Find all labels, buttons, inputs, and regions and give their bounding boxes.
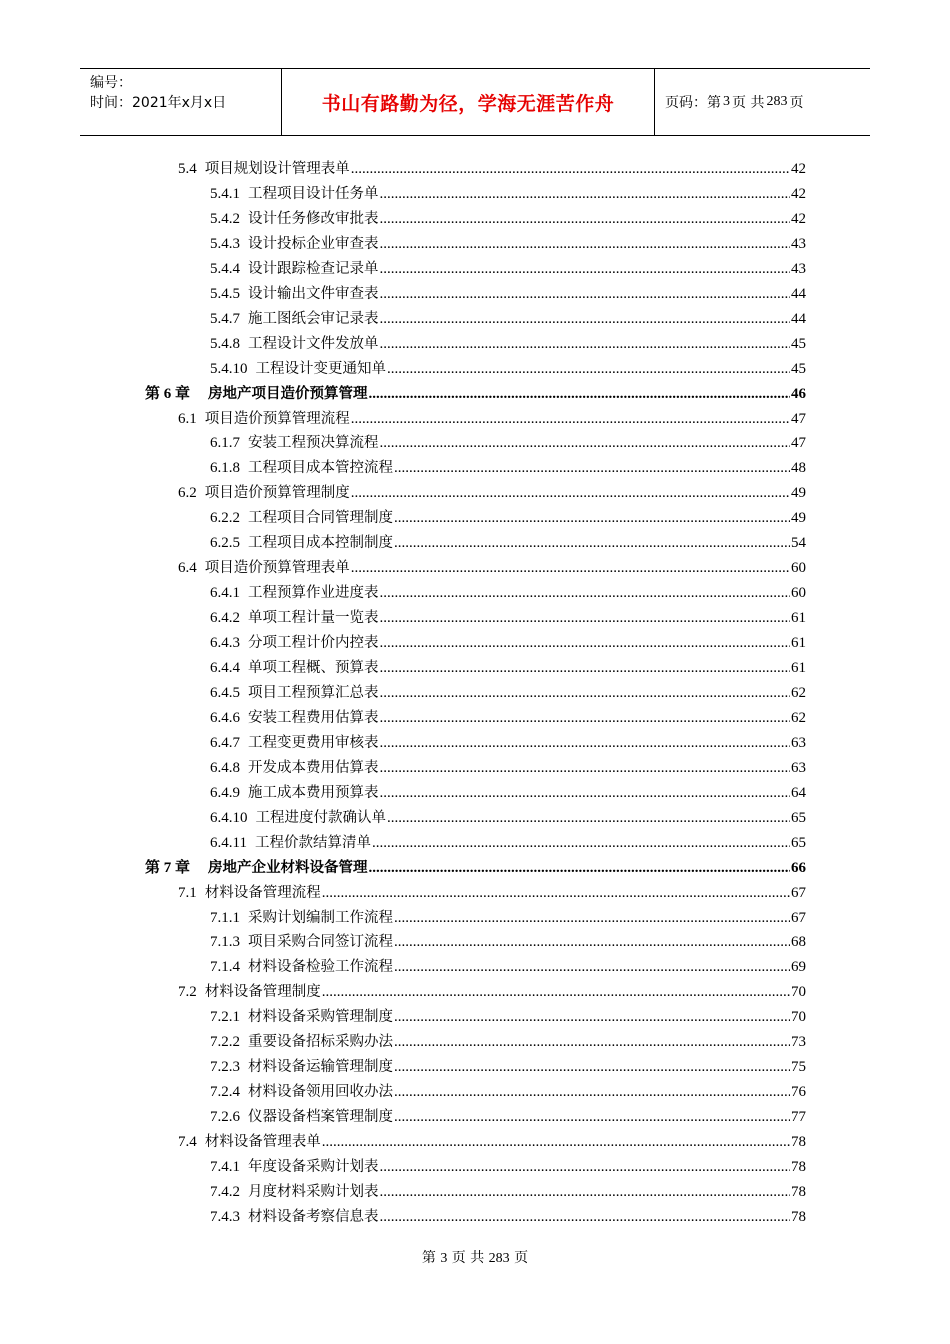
toc-entry-title: 分项工程计价内控表 (248, 635, 379, 652)
toc-entry-page: 62 (791, 709, 806, 726)
toc-leader-dots (322, 883, 790, 903)
toc-entry-page: 65 (791, 809, 806, 826)
toc-entry-page: 66 (791, 859, 806, 876)
toc-entry-page: 67 (791, 884, 806, 901)
serial-label: 编号： (90, 75, 132, 91)
toc-entry[interactable] (210, 1082, 806, 1102)
toc-entry-title: 房地产企业材料设备管理 (208, 859, 368, 876)
toc-leader-dots (380, 633, 791, 653)
header-motto: 书山有路勤为径，学海无涯苦作舟 (321, 92, 615, 115)
toc-entry-title: 材料设备采购管理制度 (248, 1009, 393, 1026)
toc-entry-page: 67 (791, 909, 806, 926)
toc-entry-title: 工程设计变更通知单 (255, 360, 386, 377)
toc-entry-title: 工程项目成本控制制度 (248, 535, 393, 552)
toc-leader-dots (380, 433, 791, 453)
toc-entry-title: 安装工程费用估算表 (248, 709, 379, 726)
toc-entry[interactable] (210, 209, 806, 229)
toc-entry-page: 43 (791, 235, 806, 252)
toc-entry-number: 5.4.1 (210, 185, 240, 202)
toc-entry-title: 设计跟踪检查记录单 (248, 260, 379, 277)
toc-entry-number: 5.4.2 (210, 210, 240, 227)
toc-entry-title: 项目造价预算管理表单 (204, 560, 350, 577)
toc-entry[interactable] (210, 1157, 806, 1177)
toc-entry-number: 7.1.4 (210, 959, 240, 976)
toc-entry-number: 第 6 章 (145, 385, 191, 402)
toc-entry-title: 材料设备管理流程 (204, 884, 321, 901)
header-meta (80, 69, 282, 135)
header-page-info (655, 69, 870, 135)
toc-entry-title: 设计输出文件审查表 (248, 285, 379, 302)
toc-entry[interactable] (210, 833, 806, 853)
toc-entry-title: 仪器设备档案管理制度 (248, 1109, 393, 1126)
toc-entry-page: 78 (791, 1183, 806, 1200)
footer-current: 3 (440, 1251, 448, 1266)
toc-entry[interactable] (210, 808, 806, 828)
toc-entry-number: 7.1 (178, 884, 197, 901)
toc-entry[interactable] (178, 1132, 806, 1152)
toc-entry-number: 7.4 (178, 1134, 197, 1151)
toc-entry-number: 7.1.1 (210, 909, 240, 926)
toc-entry-number: 6.4.8 (210, 759, 240, 776)
toc-entry-page: 60 (791, 560, 806, 577)
toc-entry-page: 61 (791, 660, 806, 676)
toc-entry-page: 78 (791, 1208, 806, 1225)
toc-entry-page: 42 (791, 185, 806, 202)
toc-entry[interactable] (178, 558, 806, 578)
toc-entry-page: 45 (791, 335, 806, 352)
toc-entry-title: 重要设备招标采购办法 (248, 1034, 393, 1051)
toc-entry-number: 6.4.7 (210, 734, 240, 751)
toc-entry-title: 工程预算作业进度表 (248, 585, 379, 602)
toc-entry[interactable] (210, 932, 806, 952)
toc-entry-number: 7.2 (178, 984, 197, 1001)
toc-entry-title: 月度材料采购计划表 (248, 1183, 379, 1200)
toc-entry-number: 5.4.4 (210, 260, 240, 277)
toc-entry-page: 61 (791, 635, 806, 652)
toc-chapter-entry[interactable] (145, 858, 806, 878)
toc-entry-page: 49 (791, 485, 806, 502)
toc-leader-dots (380, 733, 791, 753)
toc-entry-title: 材料设备管理制度 (204, 984, 321, 1001)
toc-entry-title: 设计任务修改审批表 (248, 210, 379, 227)
page-mid: 页 共 (732, 95, 765, 111)
toc-entry[interactable] (210, 184, 806, 204)
toc-entry-title: 工程进度付款确认单 (255, 809, 386, 826)
toc-entry-page: 49 (791, 510, 806, 527)
toc-entry-page: 62 (791, 684, 806, 701)
toc-leader-dots (394, 932, 790, 952)
toc-entry[interactable] (210, 1182, 806, 1202)
toc-leader-dots (394, 1057, 790, 1077)
toc-entry[interactable] (210, 259, 806, 279)
date-label: 时间：2021年x月x日 (90, 95, 227, 111)
toc-entry-number: 6.1.7 (210, 435, 240, 452)
toc-leader-dots (394, 1007, 790, 1027)
toc-entry-page: 69 (791, 959, 806, 976)
page-header (80, 68, 870, 136)
toc-entry-title: 安装工程预决算流程 (248, 435, 379, 452)
toc-entry-page: 78 (791, 1134, 806, 1151)
toc-entry-number: 5.4 (178, 161, 197, 177)
toc-entry-number: 6.1 (178, 410, 197, 427)
toc-entry-title: 材料设备领用回收办法 (248, 1084, 393, 1101)
toc-leader-dots (380, 1182, 791, 1202)
toc-entry-title: 材料设备运输管理制度 (248, 1059, 393, 1076)
toc-entry-number: 6.4.2 (210, 610, 240, 627)
toc-entry-title: 材料设备管理表单 (204, 1134, 321, 1151)
toc-leader-dots (394, 908, 790, 928)
toc-entry-title: 项目工程预算汇总表 (248, 684, 379, 701)
toc-entry-title: 开发成本费用估算表 (248, 759, 379, 776)
toc-entry-number: 7.4.3 (210, 1208, 240, 1225)
toc-entry[interactable] (210, 284, 806, 304)
toc-entry[interactable] (210, 608, 806, 628)
toc-entry-page: 78 (791, 1159, 806, 1175)
toc-entry-number: 6.4.9 (210, 784, 240, 801)
toc-entry[interactable] (210, 433, 806, 453)
toc-entry-title: 工程设计文件发放单 (248, 335, 379, 352)
toc-entry[interactable] (210, 334, 806, 354)
toc-leader-dots (369, 858, 790, 878)
toc-entry-number: 7.1.3 (210, 934, 240, 951)
toc-entry-page: 42 (791, 161, 806, 177)
toc-entry[interactable] (210, 508, 806, 528)
toc-entry-page: 75 (791, 1059, 806, 1076)
toc-leader-dots (351, 409, 790, 429)
toc-entry[interactable] (210, 1032, 806, 1052)
toc-entry[interactable] (210, 458, 806, 478)
toc-entry-title: 工程项目设计任务单 (248, 185, 379, 202)
page-footer (0, 1247, 950, 1267)
toc-entry-page: 54 (791, 535, 806, 552)
toc-entry-title: 材料设备考察信息表 (248, 1208, 379, 1225)
toc-entry-page: 70 (791, 1009, 806, 1026)
footer-total: 283 (488, 1251, 510, 1266)
toc-entry[interactable] (210, 683, 806, 703)
toc-entry[interactable] (210, 1107, 806, 1127)
toc-entry-number: 5.4.5 (210, 285, 240, 302)
toc-entry-title: 项目采购合同签订流程 (248, 934, 393, 951)
toc-entry-number: 6.4 (178, 560, 197, 577)
toc-leader-dots (380, 184, 791, 204)
toc-entry-page: 68 (791, 934, 806, 951)
toc-entry-number: 7.2.6 (210, 1109, 240, 1126)
toc-leader-dots (380, 234, 791, 254)
toc-entry-page: 45 (791, 360, 806, 377)
toc-leader-dots (380, 284, 791, 304)
toc-leader-dots (394, 1107, 790, 1127)
toc-entry-page: 61 (791, 610, 806, 627)
toc-entry-title: 施工图纸会审记录表 (248, 310, 379, 327)
toc-entry-number: 5.4.10 (210, 360, 248, 377)
toc-entry[interactable] (210, 533, 806, 553)
toc-entry-page: 65 (791, 834, 806, 851)
toc-leader-dots (380, 608, 791, 628)
toc-entry[interactable] (178, 883, 806, 903)
toc-entry-page: 76 (791, 1084, 806, 1101)
toc-entry-title: 工程价款结算清单 (254, 834, 371, 851)
toc-entry-page: 64 (791, 784, 806, 801)
toc-entry[interactable] (210, 783, 806, 803)
toc-entry[interactable] (210, 758, 806, 778)
toc-entry-title: 工程项目合同管理制度 (248, 510, 393, 527)
toc-leader-dots (394, 1032, 790, 1052)
toc-entry-title: 项目规划设计管理表单 (204, 161, 350, 177)
toc-entry-number: 6.4.4 (210, 660, 240, 676)
toc-entry-number: 7.4.1 (210, 1159, 240, 1175)
toc-entry-page: 44 (791, 285, 806, 302)
toc-entry-number: 6.4.11 (210, 834, 247, 851)
toc-entry-page: 47 (791, 410, 806, 427)
toc-entry-number: 6.4.1 (210, 585, 240, 602)
toc-entry-number: 7.2.3 (210, 1059, 240, 1076)
toc-leader-dots (380, 658, 791, 678)
toc-leader-dots (380, 758, 791, 778)
toc-entry-number: 第 7 章 (145, 859, 191, 876)
page-suffix: 页 (789, 95, 804, 111)
toc-entry-page: 43 (791, 260, 806, 277)
toc-entry[interactable] (210, 309, 806, 329)
toc-entry-number: 6.2 (178, 485, 197, 502)
toc-entry-page: 63 (791, 734, 806, 751)
toc-entry-number: 6.4.10 (210, 809, 248, 826)
toc-entry[interactable] (210, 583, 806, 603)
toc-entry-number: 6.4.3 (210, 635, 240, 652)
toc-leader-dots (380, 1207, 791, 1227)
toc-entry[interactable] (178, 159, 806, 179)
toc-entry-number: 7.2.4 (210, 1084, 240, 1101)
toc-entry-title: 采购计划编制工作流程 (248, 909, 393, 926)
toc-entry-title: 项目造价预算管理流程 (204, 410, 350, 427)
header-motto-cell (282, 69, 655, 135)
toc-entry-number: 7.4.2 (210, 1183, 240, 1200)
toc-entry-title: 年度设备采购计划表 (248, 1159, 379, 1175)
toc-entry-number: 6.2.5 (210, 535, 240, 552)
toc-entry-number: 7.2.2 (210, 1034, 240, 1051)
toc-leader-dots (322, 982, 790, 1002)
toc-entry-title: 房地产项目造价预算管理 (208, 385, 368, 402)
toc-leader-dots (351, 159, 790, 179)
toc-entry[interactable] (178, 483, 806, 503)
toc-entry-number: 7.2.1 (210, 1009, 240, 1026)
toc-entry-number: 6.4.6 (210, 709, 240, 726)
toc-leader-dots (380, 783, 791, 803)
toc-entry-page: 60 (791, 585, 806, 602)
toc-entry[interactable] (210, 359, 806, 379)
toc-entry-title: 工程项目成本管控流程 (248, 460, 393, 477)
toc-entry-page: 70 (791, 984, 806, 1001)
toc-leader-dots (372, 833, 790, 853)
toc-entry-title: 材料设备检验工作流程 (248, 959, 393, 976)
toc-entry-number: 5.4.8 (210, 335, 240, 352)
toc-entry-number: 6.1.8 (210, 460, 240, 477)
footer-mid: 页 共 (451, 1250, 485, 1266)
toc-leader-dots (380, 209, 791, 229)
toc-leader-dots (322, 1132, 790, 1152)
footer-prefix: 第 (421, 1250, 436, 1266)
toc-entry-page: 77 (791, 1109, 806, 1126)
toc-entry-page: 48 (791, 460, 806, 477)
toc-entry-number: 6.2.2 (210, 510, 240, 527)
toc-leader-dots (387, 359, 790, 379)
toc-entry[interactable] (210, 957, 806, 977)
toc-leader-dots (387, 808, 790, 828)
toc-leader-dots (394, 508, 790, 528)
toc-entry-number: 5.4.3 (210, 235, 240, 252)
toc-entry-number: 5.4.7 (210, 310, 240, 327)
page-total: 283 (766, 94, 788, 109)
toc-leader-dots (380, 309, 791, 329)
toc-entry[interactable] (210, 658, 806, 678)
toc-entry[interactable] (210, 1057, 806, 1077)
toc-leader-dots (369, 384, 790, 404)
toc-leader-dots (380, 583, 791, 603)
toc-entry[interactable] (210, 1007, 806, 1027)
toc-entry[interactable] (210, 733, 806, 753)
toc-entry-page: 63 (791, 759, 806, 776)
toc-leader-dots (380, 259, 791, 279)
toc-leader-dots (394, 458, 790, 478)
toc-leader-dots (394, 1082, 790, 1102)
toc-entry-number: 6.4.5 (210, 684, 240, 701)
toc-leader-dots (380, 683, 791, 703)
toc-entry[interactable] (210, 633, 806, 653)
toc-entry-page: 42 (791, 210, 806, 227)
page-prefix: 页码：第 (665, 95, 721, 111)
toc-leader-dots (394, 533, 790, 553)
toc-entry-page: 47 (791, 435, 806, 452)
toc-leader-dots (394, 957, 790, 977)
toc-entry[interactable] (210, 908, 806, 928)
footer-suffix: 页 (514, 1250, 529, 1266)
toc-entry[interactable] (210, 234, 806, 254)
toc-entry-title: 单项工程计量一览表 (248, 610, 379, 627)
toc-entry-page: 46 (791, 385, 806, 402)
toc-entry[interactable] (210, 708, 806, 728)
toc-leader-dots (351, 558, 790, 578)
toc-entry-title: 设计投标企业审查表 (248, 235, 379, 252)
toc-entry-title: 单项工程概、预算表 (248, 660, 379, 676)
toc-leader-dots (351, 483, 790, 503)
toc-entry[interactable] (178, 982, 806, 1002)
toc-entry[interactable] (178, 409, 806, 429)
page-current: 3 (723, 94, 730, 109)
toc-entry-page: 73 (791, 1034, 806, 1051)
toc-leader-dots (380, 1157, 791, 1177)
toc-entry-title: 工程变更费用审核表 (248, 734, 379, 751)
toc-entry-page: 44 (791, 310, 806, 327)
toc-chapter-entry[interactable] (145, 384, 806, 404)
toc-leader-dots (380, 708, 791, 728)
toc-entry-title: 项目造价预算管理制度 (204, 485, 350, 502)
toc-leader-dots (380, 334, 791, 354)
toc-entry-title: 施工成本费用预算表 (248, 784, 379, 801)
toc-entry[interactable] (210, 1207, 806, 1227)
